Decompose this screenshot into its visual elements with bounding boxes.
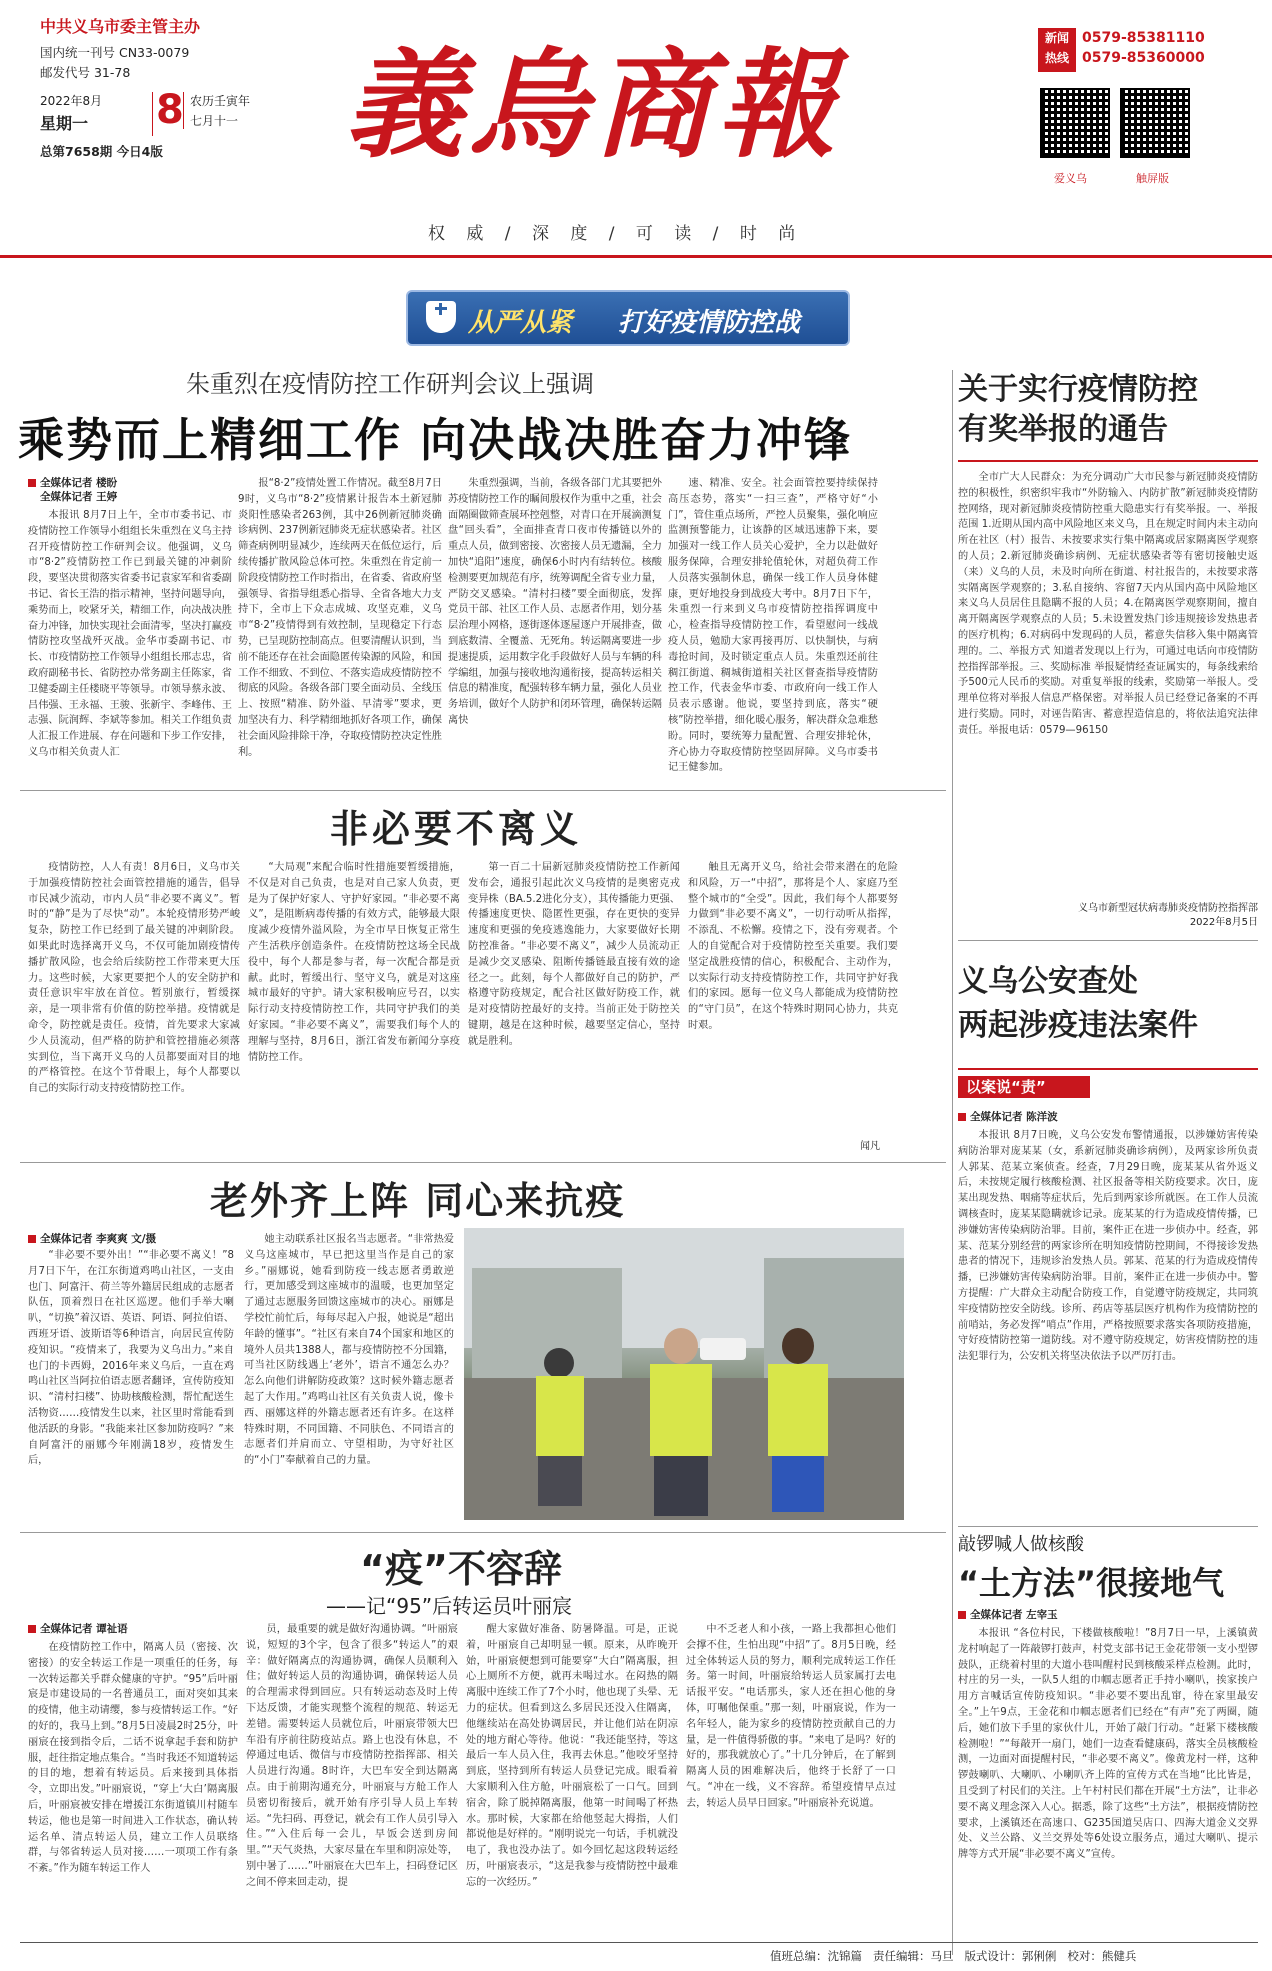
volunteers-photo bbox=[464, 1228, 904, 1520]
staying-col-4: 触且无离开义乌，给社会带来潜在的危险和风险，万一“中招”，那将是个人、家庭乃至整个城市的“全受”。因此，我们每个人都要努力做到“非必要不离义”，一切行动听从指挥，不添乱、不松懈。疫情之下，没有旁观者。个人的自觉配合对于疫情防控至关重要。我们要坚定战胜疫情的信心，积极配合、主动作为，以实际行动支持疫情防控工作，共同守护好我们的家园。愿每一位义乌人都能成为疫情防控的“守门员”，在这个特殊时期同心协力，共克时艰。 bbox=[688, 862, 898, 1031]
post-code: 邮发代号 31-78 bbox=[40, 65, 131, 80]
lead-headline: 乘势而上精细工作 向决战决胜奋力冲锋 bbox=[18, 413, 853, 467]
police-byline: 全媒体记者 陈洋波 bbox=[958, 1110, 1058, 1124]
notice-body: 全市广大人民群众：为充分调动广大市民参与新冠肺炎疫情防控的积极性，织密织牢我市“外防输入、内防扩散”新冠肺炎疫情防控网络，现对新冠肺炎疫情防控重大隐患实行有奖举报。一、举报范围 1.近期从国内高中风险地区来义乌，且在规定时间内未主动向所在社区（村）报告、未按要求实行集中隔离或居家隔离医学观察的人员；2.新冠肺炎确诊病例、无症状感染者等有密切接触史返（来）义乌的人员，未及时向所在街道、村社报告的，未按要求落实隔离医学观察的；3.私自接纳、容留7天内从国内高中风险地区来义乌人员居住且隐瞒不报的人员；4.在隔离医学观察期间，擅自离开隔离医学观察点的人员；5.未设置发热门诊违规接诊发热患者的医疗机构；6.对病码中发现码的人员，蓄意失信移入集中隔离管理的。二、举报方式 知道者发现以上行为，可通过电话向市疫情防控指挥部举报。三、奖励标准 举报疑情经查证属实的，每条线索给予500元人民币的奖励。对重复举报的线索，奖励第一举报人。受理单位将对举报人信息严格保密。对举报人员已经登记备案的不再进行奖励。同时，对诬告陷害、蓄意捏造信息的，将依法追究法律责任。举报电话：0579—96150 bbox=[958, 472, 1258, 736]
courier-col-2: 员，最重要的就是做好沟通协调。“叶丽宸说，短短的3个字，包含了很多“转运人”的艰辛：做好隔离点的沟通协调，确保人员顺利入住；做好转运人员的沟通协调，确保转运人员的合理需求得到回应。只有转运动态及时上传下达反馈，才能实现整个流程的规范、转运无差错。需要转运人员就位后，叶丽宸带领大巴车沿有序前往防疫站点。路上也没有休息，不停通过电话、微信与市疫情防控指挥部、相关人员进行沟通。8时许，大巴车安全到达隔离点。由于前期沟通充分，叶丽宸与方舱工作人员密切衔接后，就开始有序引导人员上车转运。“先扫码、再登记，就会有工作人员引导入住。”“入住后每一会儿，早饭会送到房间里。”“天气炎热，大家尽量在车里和阴凉处等，别中暑了……”叶丽宸在大巴车上，扫码登记区之间不停来回走动，提 bbox=[246, 1624, 458, 1888]
foreigners-col-1: “非必要不要外出！”“非必要不离义！”8月7日下午，在江东街道鸡鸣山社区，一支由也门、阿富汗、荷兰等外籍居民组成的志愿者队伍，顶着烈日在社区巡逻。他们手举大喇叭，“切换”着汉语、英语、阿语、阿拉伯语、西班牙语、波斯语等6种语言，向居民宣传防疫知识。“疫情来了，我要为义乌出力。”来自也门的卡西姆，2016年来义乌后，一直在鸡鸣山社区当阿拉伯语志愿者翻译，宣传防疫知识、“清村扫楼”、协助核酸检测，帮忙配送生活物资……疫情发生以来，社区里时常能看到他活跃的身影。“我能来社区参加防疫吗？”来自阿富汗的丽娜今年刚满18岁，疫情发生后， bbox=[28, 1250, 234, 1467]
courier-col-4: 中不乏老人和小孩，一路上我都担心他们会撑不住，生怕出现“中招”了。8月5日晚，经过全体转运人员的努力，顺利完成转运工作任务。第一时间，叶丽宸给转运人员家属打去电话报平安。“电话那头，家人还在担心他的身体，叮嘱他保重。”那一刻，叶丽宸说，作为一名年轻人，能为家乡的疫情防控贡献自己的力量，是一件值得骄傲的事。“来电了是吗？好的好的，那我就放心了。”十几分钟后，在了解到隔离人员的困难解决后，他终于长舒了一口气。“冲在一线，义不容辞。希望疫情早点过去，转运人员早日回家。”叶丽宸补充说道。 bbox=[686, 1624, 896, 1809]
qr-label-2: 触屏版 bbox=[1136, 172, 1169, 185]
courier-headline: “疫”不容辞 bbox=[360, 1547, 562, 1591]
footer-credits: 值班总编：沈锦篇 责任编辑：马旦 版式设计：郭俐俐 校对：熊健兵 bbox=[770, 1949, 1137, 1963]
lead-col-1: 本报讯 8月7日上午，全市市委书记、市疫情防控工作领导小组组长朱重烈在义乌主持召开疫情防控工作研判会议。他强调，义乌市“8·2”疫情防控工作已到最关键的冲刺阶段，要坚决贯彻落实省委书记袁家军和省委副书记、省长王浩的指示精神，坚持问题导向，乘势而上，咬紧牙关，精细工作，向决战决胜奋力冲锋，加快实现社会面清零，坚决打赢疫情防控攻坚战歼灭战。金华市委副书记、市长、市疫情防控工作领导小组组长邢志忠，省政府副秘书长、省防控办常务副主任陈家，省卫健委副主任楼晓平等领导。市领导蔡永波、吕伟强、王永福、王骏、张新宇、李峰伟、王志强、阮润辉、李斌等参加。相关工作组负责人汇报工作进展、存在问题和下步工作安排，义乌市相关负责人汇 bbox=[28, 510, 232, 758]
phone-2: 0579-85360000 bbox=[1082, 50, 1205, 66]
staying-headline: 非必要不离义 bbox=[330, 807, 583, 851]
hailer-byline: 全媒体记者 左宰玉 bbox=[958, 1608, 1058, 1622]
courier-byline: 全媒体记者 谭祉语 bbox=[28, 1622, 128, 1636]
lead-col-2: 报“8·2”疫情处置工作情况。截至8月7日9时，义乌市“8·2”疫情累计报告本土新冠肺炎阳性感染者263例，其中26例新冠肺炎确诊病例、237例新冠肺炎无症状感染者。社区筛查病例明显减少，连续两天在低位运行，后续传播扩散风险总体可控。朱重烈在肯定前一阶段疫情防控工作时指出，在省委、省政府坚强领导、省指导组悉心指导、全省各地大力支持下，全市上下众志成城、攻坚克难，义乌市“8·2”疫情得到有效控制，呈现稳定下行态势，已呈现防控制高点。但要清醒认识到，当前不能还存在社会面隐匿传染源的风险，和国工作不细致、不到位、不落实造成疫情防控不彻底的风险。各级各部门要全面动员、全线压上、按照“精准、防外溢、早清零”要求，更加坚决有力、科学精细地抓好各项工作，确保社会面风险排除干净，夺取疫情防控决定性胜利。 bbox=[238, 478, 442, 758]
campaign-banner bbox=[406, 290, 850, 346]
staying-col-3: 第一百二十届新冠肺炎疫情防控工作新闻发布会，通报引起此次义乌疫情的是奥密克戎变异株（BA.5.2进化分支），其传播能力更强、传播速度更快、隐匿性更强，存在更快的变异速度和更强的免疫逃逸能力，大家要做好长期防控准备。“非必要不离义”，减少人员流动正是减少交叉感染、阻断传播链最直接有效的途径之一。此刻，每个人都做好自己的防护，严格遵守防疫规定，配合社区做好防疫工作，就是对疫情防控最好的支持。当前正处于防控关键期，越是在这种时候，越要坚定信心，坚持就是胜利。 bbox=[468, 862, 680, 1047]
lunar-year: 农历壬寅年 bbox=[190, 94, 251, 108]
phone-1: 0579-85381110 bbox=[1082, 30, 1205, 46]
weekday: 星期一 bbox=[40, 114, 89, 133]
hailer-body: 本报讯 “各位村民，下楼做核酸啦！”8月7日一早，上溪镇黄龙村响起了一阵敲锣打鼓声，村党支部书记王金花带领一支小型锣鼓队，正绕着村里的大道小巷叫醒村民到核酸采样点检测。此时，村庄的另一头，一队5人组的巾帼志愿者正手持小喇叭，挨家挨户用方言喊话宣传防疫知识。“非必要不要出乱窜，待在家里最安全。”上午9点，王金花和巾帼志愿者们已经在“有声”充了两圈，随后，她们放下手里的家伙什儿，开始了敲门行动。“赶紧下楼核酸检测啦！”“每敲开一扇门，她们一边查看健康码，落实全员核酸检测，一边面对面提醒村民，“非必要不离义”。像黄龙村一样，这种锣鼓喇叭、大喇叭、小喇叭齐上阵的宣传方式在当地“比比皆是，且受到了村民们的关注。上午村村民们都在开展“土方法”，让非必要不离义理念深入人心。据悉，除了这些“土方法”，根据疫情防控要求，上溪镇还在高速口、G235国道吴店口、四海大道金义交界处、义兰公路、义兰交界处等6处设立服务点，通过大喇叭、提示牌等方式开展“非必要不离义”宣传。 bbox=[958, 1628, 1258, 1861]
date-day: 8 bbox=[156, 87, 184, 133]
staying-sign: 闻凡 bbox=[860, 1141, 880, 1152]
lead-byline-2: 全媒体记者 王婷 bbox=[40, 491, 118, 503]
hailer-headline: “土方法”很接地气 bbox=[958, 1564, 1225, 1602]
foreigners-col-2: 她主动联系社区报名当志愿者。“非常热爱义乌这座城市，早已把这里当作是自己的家乡。”丽娜说，她看到防疫一线志愿者勇敢逆行，更加感受到这座城市的温暖，也更加坚定了通过志愿服务回馈这座城市的决心。丽娜是学校忙前忙后，每每尽起入户报，她说是“超出年龄的懂事”。“社区有来自74个国家和地区的境外人员共1388人，都与疫情防控不分国籍，可当社区防线遇上‘老外’，语言不通怎么办？怎么向他们讲解防疫政策？这时候外籍志愿者起了大作用。”鸡鸣山社区有关负责人说，像卡西、丽娜这样的外籍志愿者还有许多。在这样特殊时期，不同国籍、不同肤色、不同语言的志愿者们并肩而立、守望相助，为守好社区的“小门”奉献着自己的力量。 bbox=[244, 1234, 454, 1467]
column-divider bbox=[952, 370, 953, 1955]
banner-right-text: 打好疫情防控战 bbox=[618, 308, 801, 338]
date-year-month: 2022年8月 bbox=[40, 94, 103, 108]
lunar-date: 七月十一 bbox=[190, 114, 239, 128]
qr-label-1: 爱义乌 bbox=[1054, 172, 1087, 185]
hotline-badge: 新闻 热线 bbox=[1038, 28, 1076, 72]
newspaper-title: 義烏商報 bbox=[345, 35, 842, 174]
courier-col-3: 醒大家做好准备、防暑降温。可是，正说着，叶丽宸自己却明显一顿。原来，从昨晚开始，叶丽宸便想到可能要穿“大白”隔离服，担心上厕所不方便，就再未喝过水。在闷热的隔离服中连续工作了7个小时，他也现了头晕、无力的症状。但看到这么多居民还没入住隔离，他继续站在高处协调居民，并让他们站在阴凉处的地方耐心等待。他说：“我还能坚持，等这最后一车人员入住，我再去休息。”他咬牙坚持到底，坚持到所有转运人员登记完成。眼看着大家顺利入住方舱，叶丽宸松了一口气。回到宿舍，除了脱掉隔离服，他第一时间喝了杯热水。那时候，大家都在给他竖起大拇指，人们都说他是好样的。“刚明说完一句话，手机就没电了，我也没办法了。如今回忆起这段转运经历，叶丽宸表示，“这是我参与疫情防控中最难忘的一次经历。” bbox=[466, 1624, 678, 1888]
foreigners-headline: 老外齐上阵 同心来抗疫 bbox=[210, 1179, 626, 1223]
shield-icon bbox=[426, 301, 456, 333]
staying-col-1: 疫情防控，人人有责！8月6日，义乌市关于加强疫情防控社会面管控措施的通告，倡导市民减少流动，市内人员“非必要不离义”。暂时的“静”是为了尽快“动”。本轮疫情形势严峻复杂，防控工作已经到了最关键的冲刺阶段。如果此时选择离开义乌，不仅可能加剧疫情传播扩散风险，也会给后续防控工作带来更大压力。这些时候，大家更要把个人的安全防护和责任意识牢牢放在首位。暂别旅行，暂缓探亲，是一项非常有价值的防控举措。疫情就是命令，防控就是责任。疫情，首先要求大家减少人员流动，但严格的防护和管控措施必须落实到位，当下离开义乌的人员都要面对目的地的严格管控。在这个节骨眼上，每个人都要以自己的实际行动支持疫情防控工作。 bbox=[28, 862, 240, 1095]
masthead-rule bbox=[0, 255, 1272, 258]
megaphone-icon bbox=[700, 1338, 746, 1360]
qr-code-2[interactable] bbox=[1120, 88, 1190, 158]
notice-title: 关于实行疫情防控 有奖举报的通告 bbox=[958, 372, 1198, 447]
foreigners-byline: 全媒体记者 李爽爽 文/摄 bbox=[28, 1232, 156, 1246]
notice-rule bbox=[958, 460, 1258, 462]
police-title: 义乌公安查处 两起涉疫违法案件 bbox=[958, 964, 1198, 1043]
notice-date: 2022年8月5日 bbox=[1189, 917, 1258, 928]
banner-left-text: 从严从紧 bbox=[468, 308, 573, 338]
issue-info: 总第7658期 今日4版 bbox=[40, 144, 163, 159]
qr-code-1[interactable] bbox=[1040, 88, 1110, 158]
organizer: 中共义乌市委主管主办 bbox=[40, 17, 201, 36]
police-tag: 以案说“责” bbox=[958, 1076, 1090, 1098]
lead-col-3: 朱重烈强调，当前，各级各部门尤其要把外苏疫情防控工作的瞩间殷权作为重中之重，社会面隔圈做筛查展环控剋整，对青口在开展滴测复盘“回头看”，全面排查青口夜市传播链以外的重点人员，做到密接、次密接人员无遗漏，全力加快“追阳”速度，确保6小时内有结转位。核酸检测要更加规范有序，统筹调配全省专业力量，严防交叉感染。“清村扫楼”要全面彻底，发挥党员干部、社区工作人员、志愿者作用，划分基层治理小网格，逐街逐体逐屋逐户开展排查，做到底数清、全覆盖、无死角。转运隔离要进一步提速提质，运用数字化手段做好人员与车辆的科学编组，加强与接收地沟通衔接，提高转运相关信息的精准度，配强转移车辆力量，强化人员业务培训，做好个人防护和闭环管理，确保转运隔离快 bbox=[448, 478, 662, 726]
staying-col-2: “大局观”来配合临时性措施要暂缓措施，不仅是对自己负责，也是对自己家人负责，更是为了保护好家人、守护好家园。“非必要不离义”，是阻断病毒传播的有效方式，能够最大限度减少疫情外溢风险，为全市早日恢复正常生产生活秩序创造条件。在疫情防控这场全民战役中，每个人都是参与者，每一次配合都是贡献。此时，暂缓出行、坚守义乌，就是对这座城市最好的守护。请大家积极响应号召，以实际行动支持疫情防控工作，共同守护我们的美好家园。“非必要不离义”，需要我们每个人的理解与坚持，8月6日，浙江省发布新闻分享疫情防控工作。 bbox=[248, 862, 460, 1063]
courier-col-1: 在疫情防控工作中，隔离人员（密接、次密接）的安全转运工作是一项重任的任务，每一次转运都关乎群众健康的守护。“95”后叶丽宸是市建设局的一名普通员工，面对突如其来的疫情，他主动请缨，参与疫情转运工作。“好的好的，我马上到。”8月5日凌晨2时25分，叶丽宸在接到指令后，二话不说拿起手套和防护服，赶往指定地点集合。“当时我还不知道转运的目的地，想着有转运员。后来接到具体指令，立即出发。”叶丽宸说，“穿上‘大白’隔离服后，叶丽宸被安排在增援江东街道镇川村随车转运，他也是第一时间进入工作状态，确认转运名单、清点转运人员，建立工作人员联络群，与邻省转运人员对接……一项项工作有条不紊。”作为随车转运工作人 bbox=[28, 1642, 238, 1875]
police-body: 本报讯 8月7日晚，义乌公安发布警情通报，以涉嫌妨害传染病防治罪对庞某某（女，系新冠肺炎确诊病例），及两家诊所负责人郭某、范某立案侦查。经查，7月29日晚，庞某某从省外返义后，未按规定履行核酸检测、社区报备等相关防疫要求。次日，庞某出现发热、咽痛等症状后，先后到两家诊所就医。在工作人员流调核查时，庞某某隐瞒就诊记录。庞某某的行为造成疫情传播，已涉嫌妨害传染病防治罪。目前，案件正在进一步侦办中。经查，郭某、范某分别经营的两家诊所在明知疫情防控期间，不得接诊发热患者的情况下，违规诊治发热人员。郭某、范某的行为造成疫情传播，已涉嫌妨害传染病防治罪。目前，案件正在进一步侦办中。警方提醒：广大群众主动配合防疫工作，自觉遵守防疫规定，共同筑牢疫情防控安全防线。诊所、药店等基层医疗机构作为疫情防控的前哨站，务必发挥“哨点”作用，严格按照要求落实各项防疫措施，守好疫情防控第一道防线。对不遵守防疫规定，妨害疫情防控的违法犯罪行为，公安机关将坚决依法予以严厉打击。 bbox=[958, 1130, 1258, 1363]
lead-byline-1: 全媒体记者 楼盼 bbox=[28, 476, 117, 490]
notice-signature: 义乌市新型冠状病毒肺炎疫情防控指挥部 bbox=[1078, 903, 1258, 914]
cn-number: 国内统一刊号 CN33-0079 bbox=[40, 45, 190, 60]
lead-col-4: 速、精准、安全。社会面管控要持续保持高压态势，落实“一扫三查”，严格守好“小门”，管住重点场所，严控人员聚集，强化响应监测预警能力，让该静的区域迅速静下来，要加强对一线工作人员关心爱护，全力以赴做好服务保障，合理安排轮值轮休，对超负荷工作人员落实强制休息，确保一线工作人员身体健康，更好地投身到战疫大考中。8月7日下午，朱重烈一行来到义乌市疫情防控指挥调度中心，检查指导疫情防控工作，看望慰问一线战疫人员，勉励大家再接再厉、以快制快，与病毒抢时间，及时锁定重点人员。朱重烈还前往稠江街道、稠城街道相关社区督查指导疫情防控工作，代表金华市委、市政府向一线工作人员表示感谢。他说，要坚持到底，落实“硬核”防控举措，细化暖心服务，解决群众急难愁盼。同时，要统筹力量配置、合理安排轮休，齐心协力夺取疫情防控坚固屏障。义乌市委书记王健参加。 bbox=[668, 478, 878, 774]
hailer-kicker: 敲锣喊人做核酸 bbox=[958, 1534, 1084, 1555]
slogan: 权 威 / 深 度 / 可 读 / 时 尚 bbox=[428, 224, 804, 244]
courier-subhead: ——记“95”后转运员叶丽宸 bbox=[326, 1594, 573, 1618]
lead-kicker: 朱重烈在疫情防控工作研判会议上强调 bbox=[186, 370, 594, 398]
